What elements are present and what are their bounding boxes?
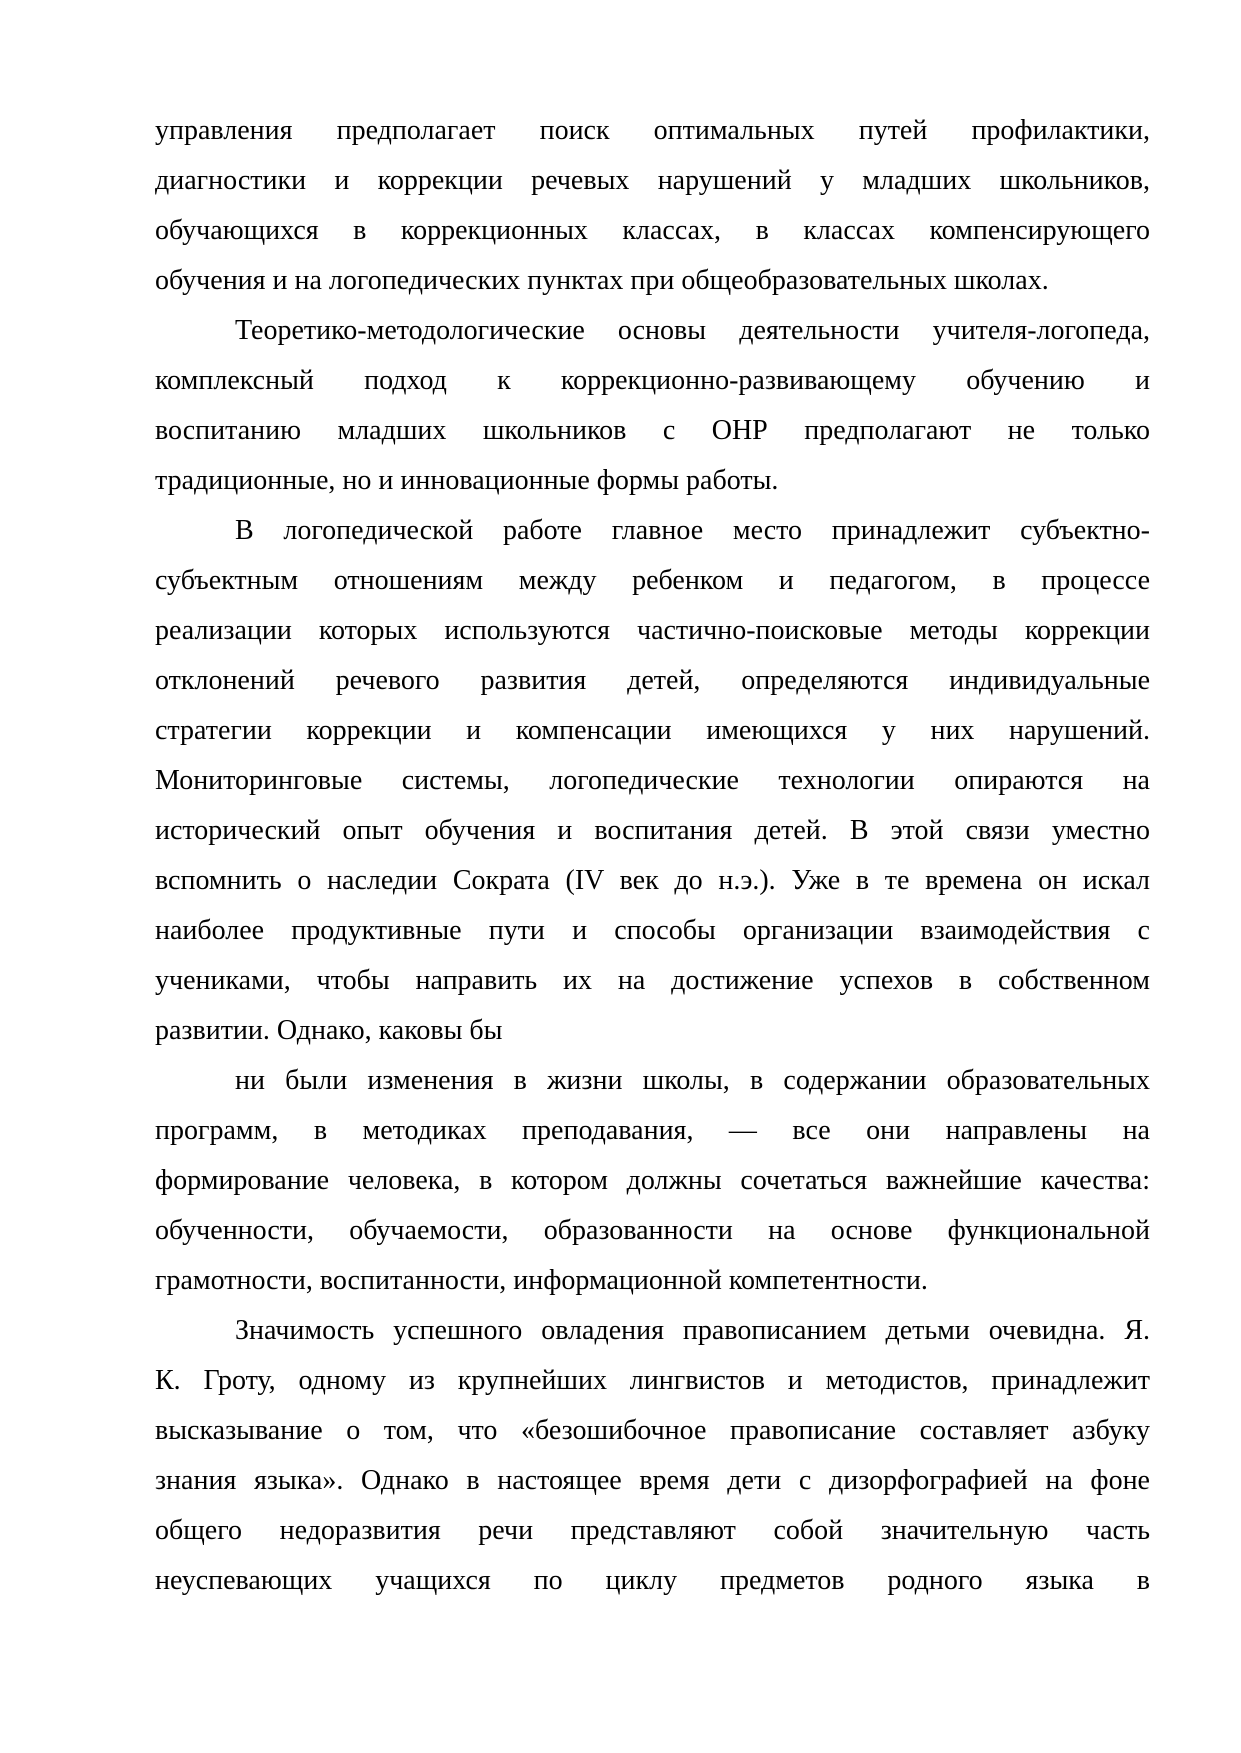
paragraph (155, 1306, 1150, 1606)
paragraph (155, 106, 1150, 306)
text-line: В логопедической работе главное место принадлежит субъектно- (235, 515, 1150, 546)
text-line: Мониторинговые системы, логопедические технологии опираются на (155, 765, 1150, 796)
text-line: субъектным отношениям между ребенком и педагогом, в процессе (155, 565, 1150, 596)
text-line: исторический опыт обучения и воспитания детей. В этой связи уместно (155, 815, 1150, 846)
paragraph (155, 306, 1150, 506)
document-text-block (155, 106, 1150, 1606)
text-line: воспитанию младших школьников с ОНР предполагают не только (155, 415, 1150, 446)
text-line: управления предполагает поиск оптимальных путей профилактики, (155, 115, 1150, 146)
text-line: развитии. Однако, каковы бы (155, 1015, 503, 1046)
text-line: грамотности, воспитанности, информационной компетентности. (155, 1265, 928, 1296)
text-line: высказывание о том, что «безошибочное правописание составляет азбуку (155, 1415, 1150, 1446)
paragraph (155, 1056, 1150, 1306)
text-line: комплексный подход к коррекционно-развивающему обучению и (155, 365, 1150, 396)
text-line: учениками, чтобы направить их на достижение успехов в собственном (155, 965, 1150, 996)
paragraph (155, 506, 1150, 1056)
text-line: программ, в методиках преподавания, — все они направлены на (155, 1115, 1150, 1146)
text-line: Теоретико-методологические основы деятельности учителя-логопеда, (235, 315, 1150, 346)
text-line: вспомнить о наследии Сократа (IV век до н.э.). Уже в те времена он искал (155, 865, 1150, 896)
text-line: традиционные, но и инновационные формы работы. (155, 465, 779, 496)
text-line: стратегии коррекции и компенсации имеющихся у них нарушений. (155, 715, 1150, 746)
text-line: ни были изменения в жизни школы, в содержании образовательных (235, 1065, 1150, 1096)
text-line: К. Гроту, одному из крупнейших лингвистов и методистов, принадлежит (155, 1365, 1150, 1396)
text-line: реализации которых используются частично-поисковые методы коррекции (155, 615, 1150, 646)
text-line: неуспевающих учащихся по циклу предметов родного языка в (155, 1565, 1150, 1596)
text-line: обученности, обучаемости, образованности на основе функциональной (155, 1215, 1150, 1246)
text-line: формирование человека, в котором должны сочетаться важнейшие качества: (155, 1165, 1150, 1196)
text-line: отклонений речевого развития детей, определяются индивидуальные (155, 665, 1150, 696)
text-line: общего недоразвития речи представляют собой значительную часть (155, 1515, 1150, 1546)
text-line: обучения и на логопедических пунктах при общеобразовательных школах. (155, 265, 1049, 296)
text-line: знания языка». Однако в настоящее время дети с дизорфографией на фоне (155, 1465, 1150, 1496)
text-line: обучающихся в коррекционных классах, в классах компенсирующего (155, 215, 1150, 246)
text-line: наиболее продуктивные пути и способы организации взаимодействия с (155, 915, 1150, 946)
text-line: диагностики и коррекции речевых нарушений у младших школьников, (155, 165, 1150, 196)
text-line: Значимость успешного овладения правописанием детьми очевидна. Я. (235, 1315, 1150, 1346)
